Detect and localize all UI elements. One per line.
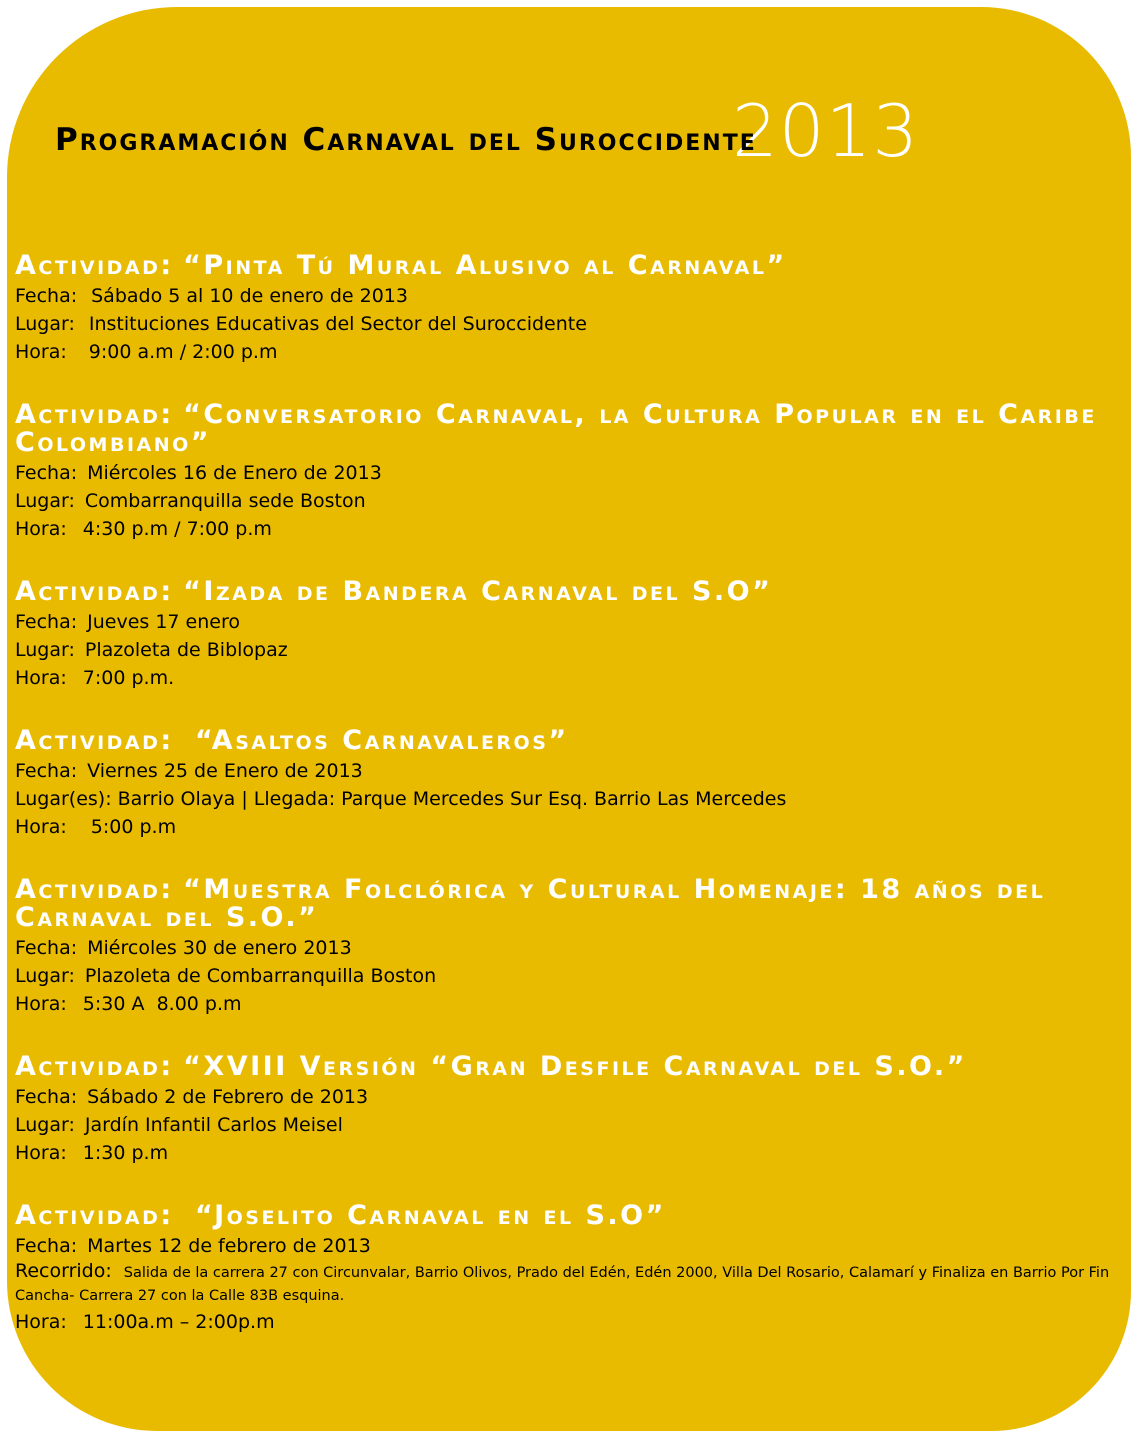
event-name: “Muestra Folclórica y Cultural Homenaje: 18 años del Carnaval del S.O.” xyxy=(15,874,1046,933)
activity-label: Actividad: xyxy=(15,399,174,430)
activity-label: Actividad: xyxy=(15,1200,174,1231)
time-label: Hora: xyxy=(15,341,67,363)
events-list xyxy=(15,252,1110,1371)
event-place-row xyxy=(15,785,1110,813)
event-time-row xyxy=(15,990,1110,1018)
event-place: Instituciones Educativas del Sector del Suroccidente xyxy=(88,313,587,335)
place-label: Lugar: xyxy=(15,965,75,987)
activity-label: Actividad: xyxy=(15,250,174,281)
event-date: Miércoles 16 de Enero de 2013 xyxy=(87,462,382,484)
event-place: Combarranquilla sede Boston xyxy=(84,490,366,512)
place-label: Lugar: xyxy=(15,639,75,661)
event-date-row xyxy=(15,1083,1110,1111)
event-title xyxy=(15,401,1110,457)
time-label: Hora: xyxy=(15,1311,67,1333)
event-title xyxy=(15,727,1110,755)
event-item xyxy=(15,578,1110,692)
event-time: 7:00 p.m. xyxy=(82,667,175,689)
event-title xyxy=(15,578,1110,606)
event-date-row xyxy=(15,757,1110,785)
date-label: Fecha: xyxy=(15,937,78,959)
event-time-row xyxy=(15,664,1110,692)
event-name: “Conversatorio Carnaval, la Cultura Popular en el Caribe Colombiano” xyxy=(15,399,1097,458)
event-title xyxy=(15,1202,1110,1230)
event-time-row xyxy=(15,813,1110,841)
event-place-row xyxy=(15,1111,1110,1139)
event-date: Sábado 5 al 10 de enero de 2013 xyxy=(91,285,408,307)
event-time: 4:30 p.m / 7:00 p.m xyxy=(82,518,272,540)
event-date-row xyxy=(15,608,1110,636)
event-date: Jueves 17 enero xyxy=(87,611,240,633)
event-place-row xyxy=(15,487,1110,515)
time-label: Hora: xyxy=(15,993,67,1015)
event-time: 1:30 p.m xyxy=(82,1142,169,1164)
event-time: 11:00a.m – 2:00p.m xyxy=(82,1311,275,1333)
event-time-row xyxy=(15,338,1110,366)
activity-label: Actividad: xyxy=(15,576,174,607)
event-name: “Pinta Tú Mural Alusivo al Carnaval” xyxy=(183,250,787,281)
event-title xyxy=(15,876,1110,932)
event-item xyxy=(15,1202,1110,1336)
header xyxy=(7,7,1131,207)
event-place-row xyxy=(15,636,1110,664)
date-label: Fecha: xyxy=(15,611,78,633)
route-label: Recorrido: xyxy=(15,1260,112,1282)
date-label: Fecha: xyxy=(15,285,78,307)
places-label: Lugar(es): xyxy=(15,788,112,810)
event-time-row xyxy=(15,1308,1110,1336)
event-time-row xyxy=(15,1139,1110,1167)
date-label: Fecha: xyxy=(15,462,78,484)
time-label: Hora: xyxy=(15,1142,67,1164)
activity-label: Actividad: xyxy=(15,725,174,756)
event-route-row xyxy=(15,1260,1110,1308)
event-date-row xyxy=(15,459,1110,487)
place-label: Lugar: xyxy=(15,313,75,335)
event-date: Miércoles 30 de enero 2013 xyxy=(87,937,352,959)
activity-label: Actividad: xyxy=(15,874,174,905)
event-place: Barrio Olaya | Llegada: Parque Mercedes Sur Esq. Barrio Las Mercedes xyxy=(117,788,787,810)
event-name: “Asaltos Carnavaleros” xyxy=(183,725,569,756)
event-date: Sábado 2 de Febrero de 2013 xyxy=(87,1086,369,1108)
event-name: “Izada de Bandera Carnaval del S.O” xyxy=(183,576,773,607)
event-date: Martes 12 de febrero de 2013 xyxy=(87,1235,371,1257)
event-place: Plazoleta de Combarranquilla Boston xyxy=(84,965,437,987)
event-date: Viernes 25 de Enero de 2013 xyxy=(87,760,363,782)
event-place: Plazoleta de Biblopaz xyxy=(84,639,288,661)
event-item xyxy=(15,876,1110,1018)
event-place: Jardín Infantil Carlos Meisel xyxy=(84,1114,343,1136)
event-item xyxy=(15,727,1110,841)
event-time: 5:00 p.m xyxy=(90,816,177,838)
event-item xyxy=(15,401,1110,543)
time-label: Hora: xyxy=(15,518,67,540)
event-place-row xyxy=(15,962,1110,990)
event-date-row xyxy=(15,934,1110,962)
event-item xyxy=(15,1053,1110,1167)
place-label: Lugar: xyxy=(15,490,75,512)
activity-label: Actividad: xyxy=(15,1051,174,1082)
event-place-row xyxy=(15,310,1110,338)
date-label: Fecha: xyxy=(15,760,78,782)
page-title: Programación Carnaval del Suroccidente xyxy=(55,122,757,158)
time-label: Hora: xyxy=(15,816,67,838)
event-route: Salida de la carrera 27 con Circunvalar, Barrio Olivos, Prado del Edén, Edén 2000, Villa Del Rosario, Calamarí y Finaliza en Barrio Por Fin Cancha- Carrera 27 con la Calle 83B esquina. xyxy=(15,1265,1110,1304)
event-date-row xyxy=(15,1232,1110,1260)
time-label: Hora: xyxy=(15,667,67,689)
date-label: Fecha: xyxy=(15,1086,78,1108)
event-time: 5:30 A 8.00 p.m xyxy=(82,993,242,1015)
event-title xyxy=(15,1053,1110,1081)
event-name: “XVIII Versión “Gran Desfile Carnaval del S.O.” xyxy=(183,1051,967,1082)
event-name: “Joselito Carnaval en el S.O” xyxy=(183,1200,666,1231)
event-title xyxy=(15,252,1110,280)
date-label: Fecha: xyxy=(15,1235,78,1257)
event-date-row xyxy=(15,282,1110,310)
place-label: Lugar: xyxy=(15,1114,75,1136)
year-watermark: 2013 xyxy=(732,89,920,173)
event-time-row xyxy=(15,515,1110,543)
event-item xyxy=(15,252,1110,366)
event-time: 9:00 a.m / 2:00 p.m xyxy=(88,341,278,363)
